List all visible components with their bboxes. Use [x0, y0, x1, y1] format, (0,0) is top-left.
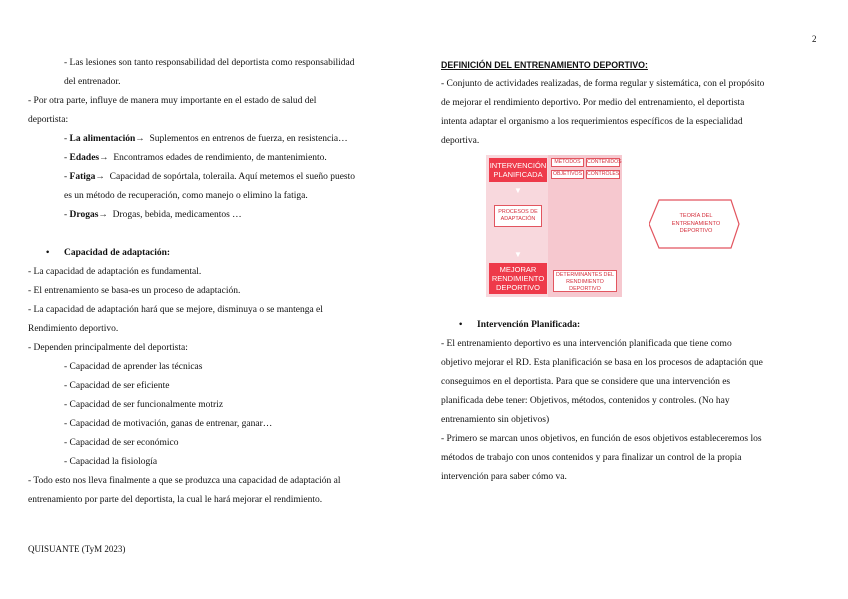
text-line: - La capacidad de adaptación hará que se mejore, disminuya o se mantenga el: [28, 305, 323, 315]
factor-item: - Edades→ Encontramos edades de rendimiento, de mantenimiento.: [64, 153, 327, 163]
text-line: conseguimos en el deportista. Para que se considere que una intervención es: [441, 377, 731, 387]
list-item: - Capacidad de ser eficiente: [64, 381, 170, 391]
list-item: - Capacidad de ser económico: [64, 438, 179, 448]
left-column: [28, 54, 418, 510]
factor-text: Suplementos en entrenos de fuerza, en resistencia…: [149, 134, 348, 144]
text-line: del entrenador.: [64, 77, 121, 87]
text-line: objetivo mejorar el RD. Esta planificación se basa en los procesos de adaptación que: [441, 358, 763, 368]
improve-box: MEJORAR RENDIMIENTO DEPORTIVO: [489, 263, 547, 294]
training-diagram: [486, 155, 738, 297]
factor-term: Fatiga: [69, 172, 96, 182]
arrow: →: [98, 210, 108, 220]
right-column-lower: [441, 316, 841, 487]
text-line: Rendimiento deportivo.: [28, 324, 119, 334]
text-line: intenta adaptar el organismo a los requerimientos específicos de la especialidad: [441, 117, 743, 127]
determinants-box: DETERMINANTES DEL RENDIMIENTO DEPORTIVO: [553, 270, 617, 292]
factor-text: Encontramos edades de rendimiento, de mantenimiento.: [113, 153, 327, 163]
controls-box: CONTROLES: [587, 171, 620, 177]
section-heading: • Intervención Planificada:: [441, 316, 841, 335]
text-line: deportiva.: [441, 136, 480, 146]
factor-item: - Fatiga→ Capacidad de sopórtala, toleraila. Aquí metemos el sueño puesto: [64, 172, 356, 182]
methods-box: MÉTODOS: [551, 158, 584, 167]
text-line: es un método de recuperación, como manejo o elimino la fatiga.: [64, 191, 308, 201]
section-heading: • Capacidad de adaptación:: [28, 244, 418, 263]
text-line: - Conjunto de actividades realizadas, de forma regular y sistemática, con el propósito: [441, 79, 765, 89]
list-item: - Capacidad de motivación, ganas de entrenar, ganar…: [64, 419, 273, 429]
factor-text: Capacidad de sopórtala, toleraila. Aquí metemos el sueño puesto: [109, 172, 356, 182]
text-line: entrenamiento sin objetivos): [441, 415, 550, 425]
bullet-icon: •: [459, 320, 463, 330]
text-line: métodos de trabajo con unos contenidos y para finalizar un control de la propia: [441, 453, 742, 463]
process-box: PROCESOS DE ADAPTACIÓN: [494, 205, 542, 227]
text-line: - Todo esto nos lleva finalmente a que se produzca una capacidad de adaptación al: [28, 476, 341, 486]
page-number: 2: [812, 34, 817, 44]
text-line: de mejorar el rendimiento deportivo. Por medio del entrenamiento, el deportista: [441, 98, 745, 108]
text-line: - Por otra parte, influye de manera muy importante en el estado de salud del: [28, 96, 317, 106]
list-item: - Capacidad de ser funcionalmente motriz: [64, 400, 224, 410]
list-item: - Capacidad la fisiología: [64, 457, 158, 467]
factor-term: Drogas: [69, 210, 99, 220]
factor-item: - La alimentación→ Suplementos en entrenos de fuerza, en resistencia…: [64, 134, 348, 144]
factor-term: Edades: [69, 153, 100, 163]
text-line: deportista:: [28, 115, 69, 125]
objectives-box: OBJETIVOS: [552, 171, 583, 177]
list-item: - Capacidad de aprender las técnicas: [64, 362, 203, 372]
text-line: - El entrenamiento se basa-es un proceso de adaptación.: [28, 286, 241, 296]
arrow: →: [135, 134, 145, 144]
arrow: →: [95, 172, 105, 182]
intervention-box: INTERVENCIÓN PLANIFICADA: [489, 158, 547, 182]
factor-text: Drogas, bebida, medicamentos …: [112, 210, 242, 220]
arrow-down-icon: ▼: [514, 186, 522, 195]
factor-item: - Drogas→ Drogas, bebida, medicamentos …: [64, 210, 242, 220]
text-line: intervención para saber cómo va.: [441, 472, 567, 482]
section-heading: DEFINICIÓN DEL ENTRENAMIENTO DEPORTIVO:: [441, 60, 648, 70]
text-line: - El entrenamiento deportivo es una intervención planificada que tiene como: [441, 339, 732, 349]
right-column: [441, 54, 831, 151]
bullet-icon: •: [46, 248, 50, 258]
text-line: - Primero se marcan unos objetivos, en función de esos objetivos estableceremos los: [441, 434, 762, 444]
text-line: planificada debe tener: Objetivos, métodos, contenidos y controles. (No hay: [441, 396, 730, 406]
text-line: entrenamiento por parte del deportista, la cual le hará mejorar el rendimiento.: [28, 495, 323, 505]
text-line: - La capacidad de adaptación es fundamental.: [28, 267, 202, 277]
text-line: - Dependen principalmente del deportista:: [28, 343, 188, 353]
text-line: - Las lesiones son tanto responsabilidad del deportista como responsabilidad: [64, 58, 355, 68]
arrow-down-icon: ▼: [514, 250, 522, 259]
theory-label: TEORÍA DEL ENTRENAMIENTO DEPORTIVO: [671, 213, 721, 234]
contents-box: CONTENIDOS: [587, 159, 622, 165]
page-footer: QUISUANTE (TyM 2023): [28, 544, 126, 554]
arrow: →: [99, 153, 109, 163]
factor-term: La alimentación: [69, 134, 136, 144]
